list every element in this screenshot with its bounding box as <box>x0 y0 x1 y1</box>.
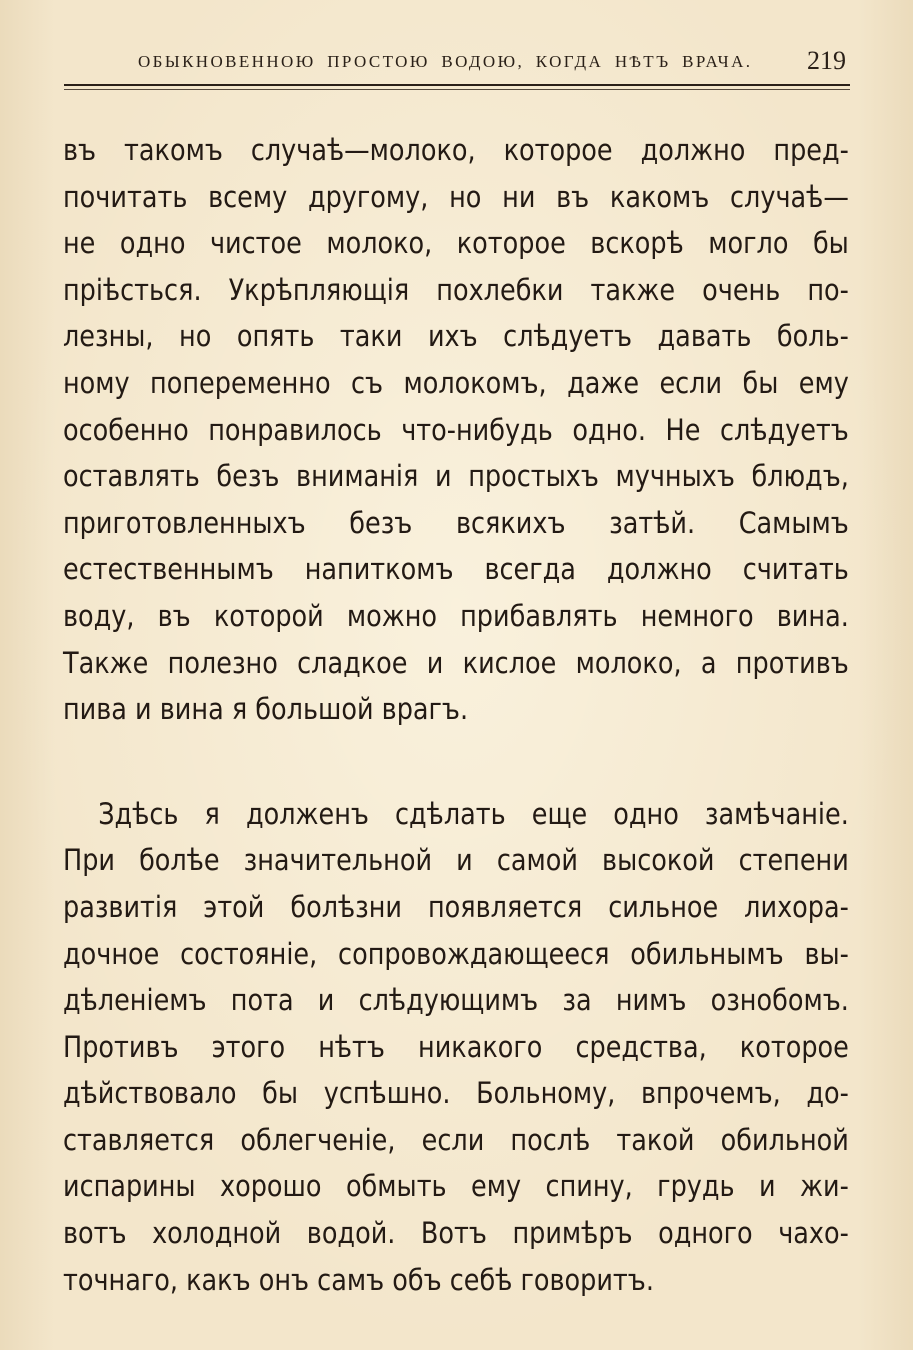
header-rule-thin <box>64 89 850 90</box>
text-line: воду, въ которой можно прибавлять немного вина. <box>63 598 849 633</box>
text-line: лезны, но опять таки ихъ слѣдуетъ давать боль- <box>63 319 849 354</box>
text-line: испарины хорошо обмыть ему спину, грудь и жи- <box>63 1169 849 1204</box>
text-line: пива и вина я большой врагъ. <box>63 692 469 727</box>
body-text <box>63 127 849 1303</box>
text-line: При болѣе значительной и самой высокой степени <box>63 843 849 878</box>
page-header <box>64 46 850 86</box>
text-line: не одно чистое молоко, которое вскорѣ могло бы <box>63 226 849 261</box>
text-line: Также полезно сладкое и кислое молоко, а противъ <box>63 645 849 680</box>
text-line: дѣйствовало бы успѣшно. Больному, впрочемъ, до- <box>63 1076 849 1111</box>
text-line: развитія этой болѣзни появляется сильное лихора- <box>63 889 849 924</box>
text-line: дѣленіемъ пота и слѣдующимъ за нимъ ознобомъ. <box>63 983 849 1018</box>
text-line: вотъ холодной водой. Вотъ примѣръ одного чахо- <box>63 1216 849 1251</box>
paragraph-gap <box>63 733 849 791</box>
text-line: дочное состояніе, сопровождающееся обильнымъ вы- <box>63 936 849 971</box>
text-line: Здѣсь я долженъ сдѣлать еще одно замѣчаніе. <box>98 796 849 831</box>
page-number: 219 <box>807 46 846 75</box>
text-line: въ такомъ случаѣ—молоко, которое должно пред- <box>63 133 849 167</box>
text-line: пріѣсться. Укрѣпляющія похлебки также очень по- <box>63 272 849 307</box>
text-line: ставляется облегченіе, если послѣ такой обильной <box>63 1122 849 1157</box>
text-line: особенно понравилось что-нибудь одно. Не слѣдуетъ <box>63 412 849 447</box>
text-line: точнаго, какъ онъ самъ объ себѣ говоритъ. <box>63 1262 654 1297</box>
text-line: ному попеременно съ молокомъ, даже если бы ему <box>63 365 849 400</box>
paragraph-1 <box>63 127 849 733</box>
text-line: оставлять безъ вниманія и простыхъ мучныхъ блюдъ, <box>63 459 849 494</box>
header-rule <box>64 84 850 86</box>
text-line: приготовленныхъ безъ всякихъ затѣй. Самымъ <box>63 505 849 540</box>
running-head: ОБЫКНОВЕННОЮ ПРОСТОЮ ВОДОЮ, КОГДА НѢТЪ ВРАЧА. <box>138 52 753 71</box>
paragraph-2 <box>63 791 849 1304</box>
text-line: Противъ этого нѣтъ никакого средства, которое <box>63 1029 849 1064</box>
text-line: почитать всему другому, но ни въ какомъ случаѣ— <box>63 179 849 214</box>
text-line: естественнымъ напиткомъ всегда должно считать <box>63 552 849 587</box>
